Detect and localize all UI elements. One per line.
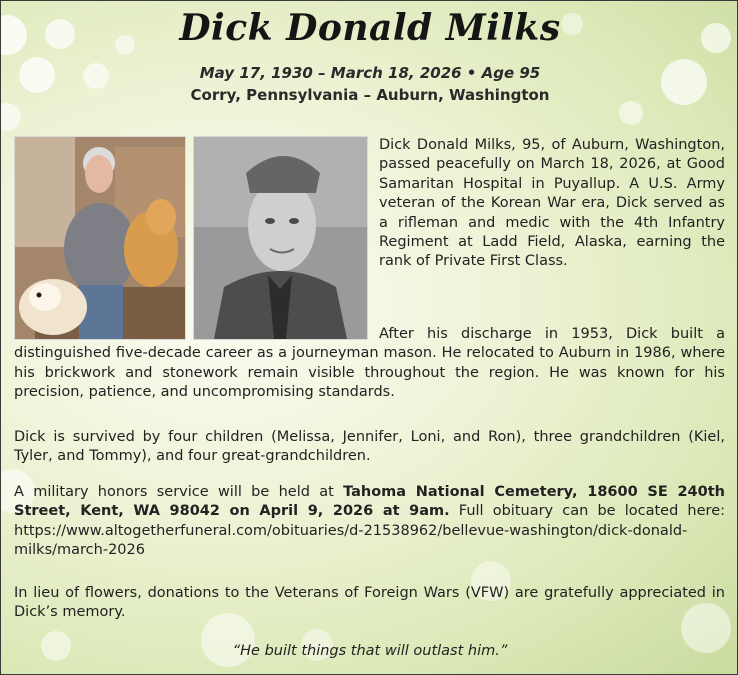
closing-quote: “He built things that will outlast him.” [232, 643, 508, 659]
service-intro-text: A military honors service will be held at [14, 484, 344, 500]
obituary-paragraph-career: After his discharge in 1953, Dick built a distinguished five-decade career as a journeyman mason. He relocated to Auburn in 1986, where his brickwork and stonework remain visible throughout the region. He was known for his precision, patience, and uncompromising standards. [14, 326, 725, 401]
photo-army-portrait [193, 136, 368, 340]
service-location-bold: Tahoma National Cemetery, 18600 SE 240th Street, Kent, WA 98042 on April 9, 2026 at 9am. [14, 484, 725, 520]
obituary-link-text: Full obituary can be located here: https://www.altogetherfuneral.com/obituaries/d-21538962/bellevue-washington/dick-donald-milks/march-2026 [14, 503, 725, 559]
obituary-paragraph-service: Dick Donald Milks, 95, of Auburn, Washington, passed peacefully on March 18, 2026, at Good Samaritan Hospital in Puyallup. A U.S. Army veteran of the Korean War era, Dick served as a rifleman and medic with the 4th Infantry Regiment at Ladd Field, Alaska, earning the rank of Private First Class. [379, 137, 725, 270]
obituary-name-title: Dick Donald Milks [179, 7, 561, 49]
obituary-paragraph-survivors: Dick is survived by four children (Melissa, Jennifer, Loni, and Ron), three grandchildren (Kiel, Tyler, and Tommy), and four great-grandchildren. [14, 429, 725, 465]
photo-with-dogs [14, 136, 186, 340]
obituary-paragraph-donations: In lieu of flowers, donations to the Veterans of Foreign Wars (VFW) are gratefully appreciated in Dick’s memory. [14, 585, 725, 621]
obituary-paragraph-service-details [14, 483, 725, 561]
life-dates: May 17, 1930 – March 18, 2026 • Age 95 [199, 64, 541, 82]
life-places: Corry, Pennsylvania – Auburn, Washington [190, 86, 550, 104]
